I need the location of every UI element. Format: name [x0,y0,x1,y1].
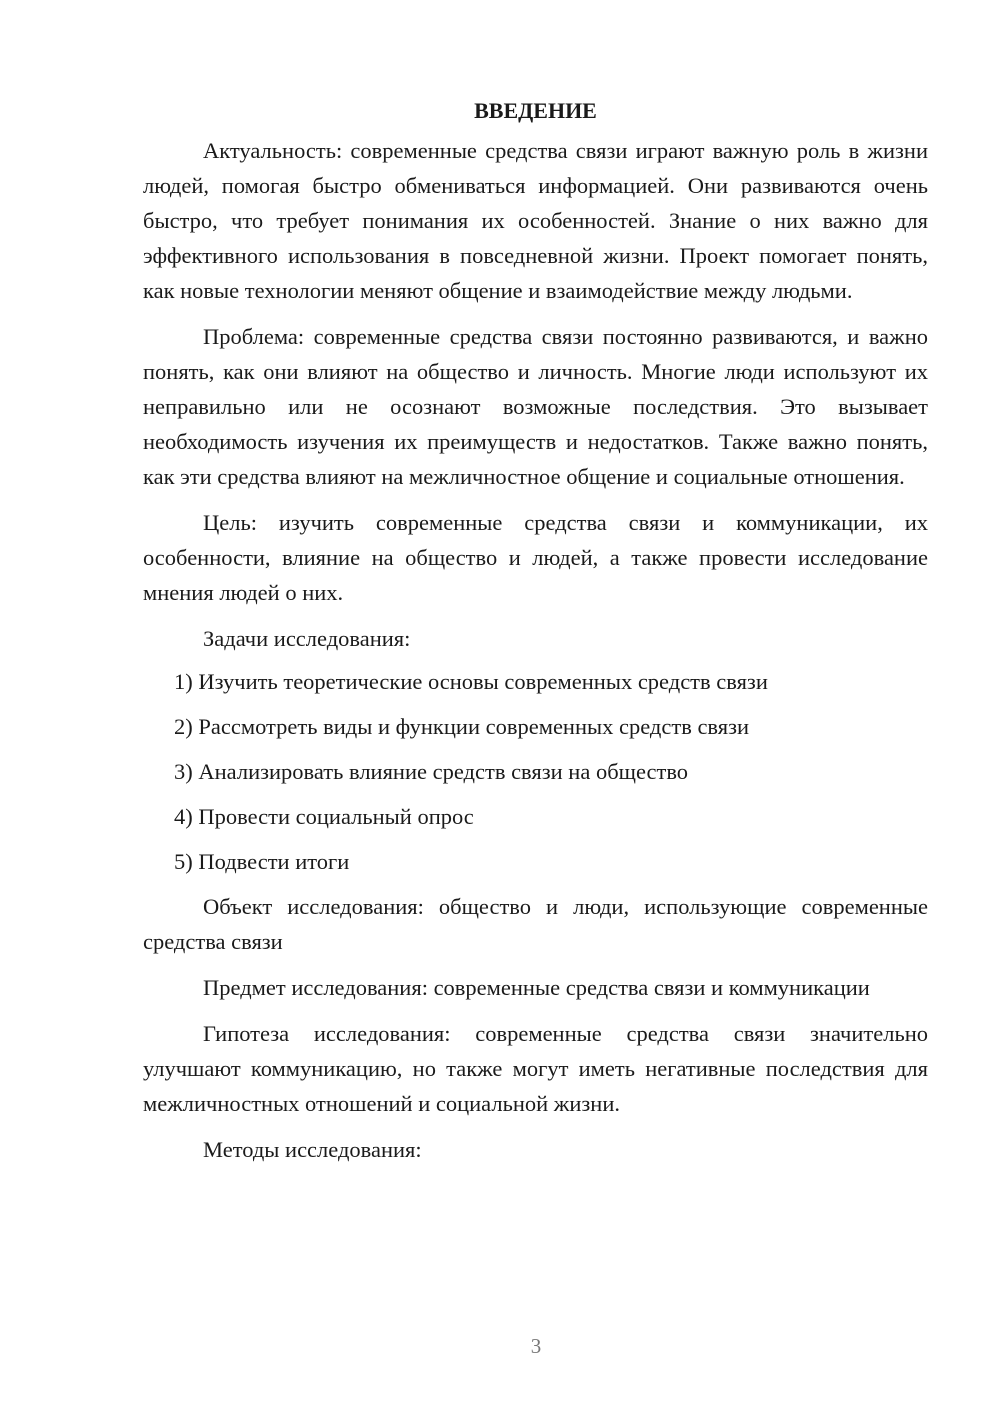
paragraph-hypothesis: Гипотеза исследования: современные средства связи значительно улучшают коммуникацию, но также могут иметь негативные последствия для межличностных отношений и социальной жизни. [143,1021,928,1116]
paragraph-problem: Проблема: современные средства связи постоянно развиваются, и важно понять, как они влияют на общество и личность. Многие люди используют их неправильно или не осознают возможные последствия. Это вызывает необходимость изучения их преимуществ и недостатков. Также важно понять, как эти средства влияют на межличностное общение и социальные отношения. [143,324,928,489]
task-item: 2) Рассмотреть виды и функции современных средств связи [174,714,750,739]
task-item: 5) Подвести итоги [174,849,350,874]
page-content [143,96,928,1175]
task-item: 3) Анализировать влияние средств связи на общество [174,759,689,784]
paragraph-object: Объект исследования: общество и люди, использующие современные средства связи [143,894,928,954]
paragraph-goal: Цель: изучить современные средства связи и коммуникации, их особенности, влияние на общество и людей, а также провести исследование мнения людей о них. [143,510,928,605]
task-item: 4) Провести социальный опрос [174,804,474,829]
paragraph-relevance: Актуальность: современные средства связи играют важную роль в жизни людей, помогая быстро обмениваться информацией. Они развиваются очень быстро, что требует понимания их особенностей. Знание о них важно для эффективного использования в повседневной жизни. Проект помогает понять, как новые технологии меняют общение и взаимодействие между людьми. [143,138,928,303]
tasks-heading: Задачи исследования: [203,626,411,651]
paragraph-subject: Предмет исследования: современные средства связи и коммуникации [203,975,870,1000]
page-number: 3 [530,1334,542,1358]
task-item: 1) Изучить теоретические основы современных средств связи [174,669,768,694]
tasks-list [143,664,928,879]
methods-heading: Методы исследования: [203,1137,422,1162]
page-title: ВВЕДЕНИЕ [474,98,597,123]
